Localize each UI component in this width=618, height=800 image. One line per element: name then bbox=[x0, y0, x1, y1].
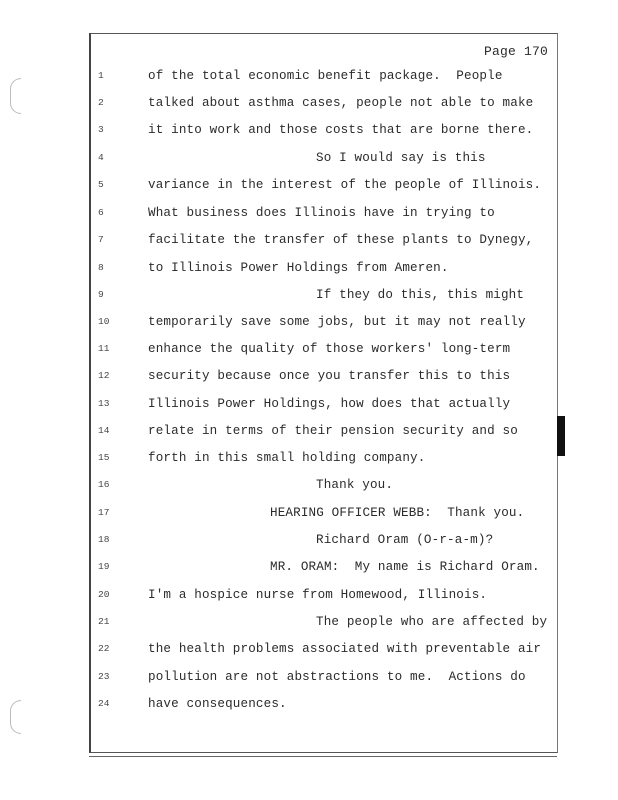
transcript-line: of the total economic benefit package. People bbox=[148, 69, 503, 83]
hole-punch-mark bbox=[10, 78, 21, 114]
transcript-line: relate in terms of their pension security and so bbox=[148, 424, 518, 438]
line-number: 14 bbox=[98, 425, 110, 436]
transcript-line: facilitate the transfer of these plants to Dynegy, bbox=[148, 233, 534, 247]
transcript-line: HEARING OFFICER WEBB: Thank you. bbox=[270, 506, 525, 520]
line-number: 2 bbox=[98, 97, 104, 108]
line-number: 23 bbox=[98, 671, 110, 682]
line-number: 18 bbox=[98, 534, 110, 545]
page-number: Page 170 bbox=[484, 44, 549, 59]
transcript-line: temporarily save some jobs, but it may not really bbox=[148, 315, 526, 329]
scan-edge-marker bbox=[557, 416, 565, 456]
line-number: 13 bbox=[98, 398, 110, 409]
hole-punch-mark bbox=[10, 700, 21, 734]
line-number: 9 bbox=[98, 289, 104, 300]
line-number: 3 bbox=[98, 124, 104, 135]
transcript-line: forth in this small holding company. bbox=[148, 451, 426, 465]
line-number: 22 bbox=[98, 643, 110, 654]
line-number: 6 bbox=[98, 207, 104, 218]
line-number: 12 bbox=[98, 370, 110, 381]
transcript-line: I'm a hospice nurse from Homewood, Illinois. bbox=[148, 588, 488, 602]
transcript-line: have consequences. bbox=[148, 697, 287, 711]
transcript-line: security because once you transfer this to this bbox=[148, 369, 511, 383]
transcript-line: Illinois Power Holdings, how does that actually bbox=[148, 397, 511, 411]
line-number: 7 bbox=[98, 234, 104, 245]
transcript-line: talked about asthma cases, people not able to make bbox=[148, 96, 534, 110]
line-number: 10 bbox=[98, 316, 110, 327]
transcript-line: it into work and those costs that are borne there. bbox=[148, 123, 534, 137]
line-number: 11 bbox=[98, 343, 110, 354]
line-number: 24 bbox=[98, 698, 110, 709]
transcript-line: So I would say is this bbox=[316, 151, 486, 165]
line-number: 16 bbox=[98, 479, 110, 490]
transcript-line: Thank you. bbox=[316, 478, 394, 492]
line-number: 17 bbox=[98, 507, 110, 518]
transcript-line: The people who are affected by bbox=[316, 615, 548, 629]
transcript-line: What business does Illinois have in trying to bbox=[148, 206, 495, 220]
line-number: 20 bbox=[98, 589, 110, 600]
page-border-double-line bbox=[89, 756, 557, 757]
line-number: 1 bbox=[98, 70, 104, 81]
line-number: 5 bbox=[98, 179, 104, 190]
line-number: 21 bbox=[98, 616, 110, 627]
transcript-line: the health problems associated with preventable air bbox=[148, 642, 542, 656]
transcript-line: MR. ORAM: My name is Richard Oram. bbox=[270, 560, 540, 574]
transcript-line: enhance the quality of those workers' long-term bbox=[148, 342, 511, 356]
transcript-line: to Illinois Power Holdings from Ameren. bbox=[148, 261, 449, 275]
transcript-line: variance in the interest of the people of Illinois. bbox=[148, 178, 542, 192]
transcript-line: If they do this, this might bbox=[316, 288, 525, 302]
transcript-line: pollution are not abstractions to me. Actions do bbox=[148, 670, 526, 684]
line-number: 15 bbox=[98, 452, 110, 463]
transcript-line: Richard Oram (O-r-a-m)? bbox=[316, 533, 494, 547]
line-number: 8 bbox=[98, 262, 104, 273]
line-number: 4 bbox=[98, 152, 104, 163]
line-number: 19 bbox=[98, 561, 110, 572]
